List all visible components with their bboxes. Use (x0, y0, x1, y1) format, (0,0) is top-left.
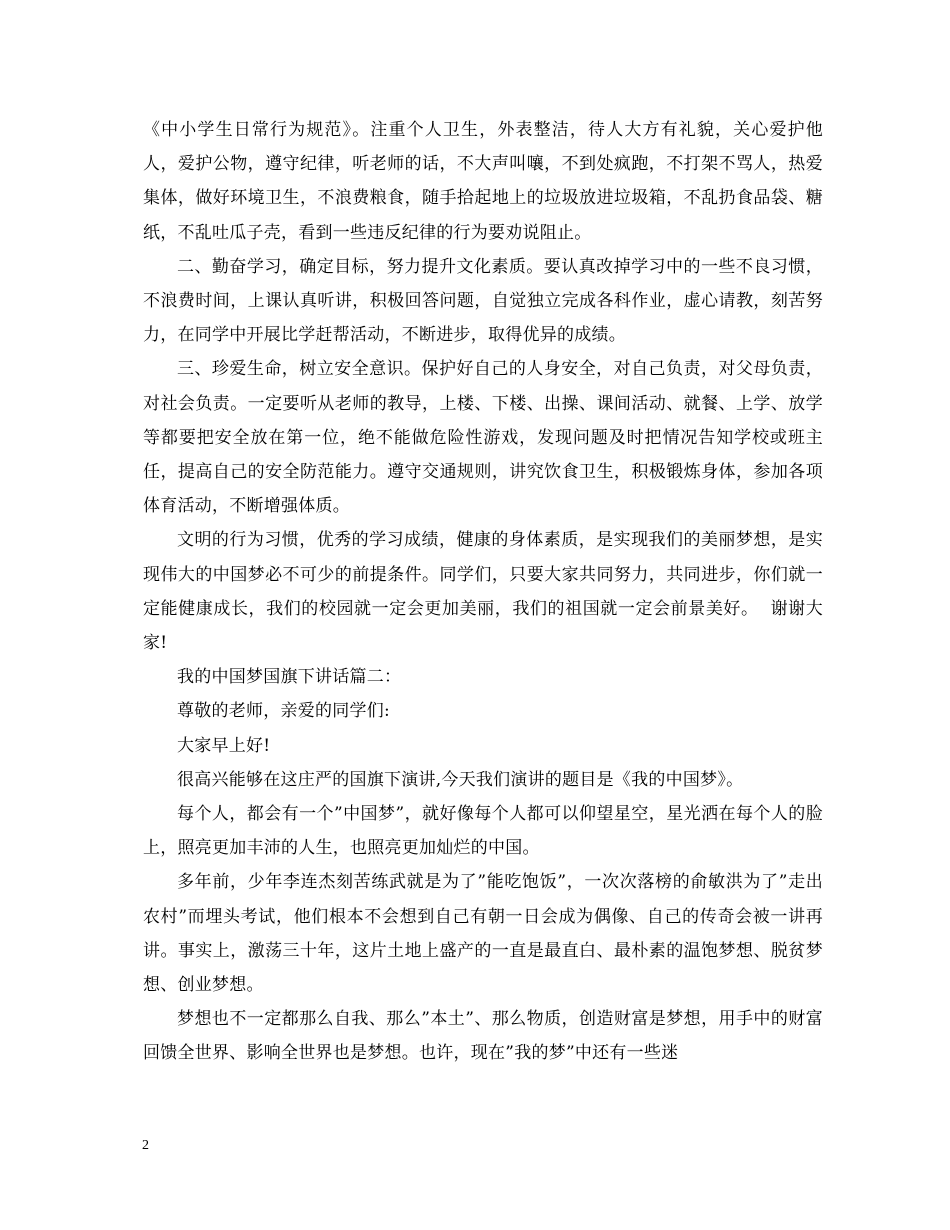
paragraph-conclusion: 文明的行为习惯，优秀的学习成绩，健康的身体素质，是实现我们的美丽梦想，是实现伟大的中国梦必不可少的前提条件。同学们，只要大家共同努力，共同进步，你们就一定能健康成长，我们的校园就一定会更加美丽，我们的祖国就一定会前景美好。 谢谢大家! (143, 530, 823, 654)
body-text (143, 113, 823, 1071)
section-heading: 我的中国梦国旗下讲话篇二： (177, 667, 402, 688)
paragraph-intro: 很高兴能够在这庄严的国旗下演讲,今天我们演讲的题目是《我的中国梦》。 (177, 769, 744, 790)
paragraph-years-ago: 多年前，少年李连杰刻苦练武就是为了”能吃饱饭”，一次次落榜的俞敏洪为了”走出农村”而埋头考试，他们根本不会想到自己有朝一日会成为偶像、自己的传奇会被一讲再讲。事实上，激荡三十年，这片土地上盛产的一直是最直白、最朴素的温饱梦想、脱贫梦想、创业梦想。 (143, 872, 823, 996)
greeting: 大家早上好! (177, 735, 271, 756)
paragraph-point-two: 二、勤奋学习，确定目标，努力提升文化素质。要认真改掉学习中的一些不良习惯，不浪费时间，上课认真听讲，积极回答问题，自觉独立完成各科作业，虚心请教，刻苦努力，在同学中开展比学赶帮活动，不断进步，取得优异的成绩。 (143, 256, 823, 346)
page-number: 2 (142, 1138, 149, 1153)
salutation: 尊敬的老师，亲爱的同学们: (177, 701, 390, 722)
paragraph-everyone-dream: 每个人，都会有一个”中国梦”，就好像每个人都可以仰望星空，星光洒在每个人的脸上，照亮更加丰沛的人生，也照亮更加灿烂的中国。 (143, 804, 823, 859)
paragraph-point-three: 三、珍爱生命，树立安全意识。保护好自己的人身安全，对自己负责，对父母负责，对社会负责。一定要听从老师的教导，上楼、下楼、出操、课间活动、就餐、上学、放学等都要把安全放在第一位，绝不能做危险性游戏，发现问题及时把情况告知学校或班主任，提高自己的安全防范能力。遵守交通规则，讲究饮食卫生，积极锻炼身体，参加各项体育活动，不断增强体质。 (143, 359, 823, 517)
paragraph-continuation: 《中小学生日常行为规范》。注重个人卫生，外表整洁，待人大方有礼貌，关心爱护他人，爱护公物，遵守纪律，听老师的话，不大声叫嚷，不到处疯跑，不打架不骂人，热爱集体，做好环境卫生，不浪费粮食，随手拾起地上的垃圾放进垃圾箱，不乱扔食品袋、糖纸，不乱吐瓜子壳，看到一些违反纪律的行为要劝说阻止。 (143, 120, 823, 243)
paragraph-dream-not-self: 梦想也不一定都那么自我、那么”本土”、那么物质，创造财富是梦想，用手中的财富回馈全世界、影响全世界也是梦想。也许，现在”我的梦”中还有一些迷 (143, 1009, 823, 1064)
